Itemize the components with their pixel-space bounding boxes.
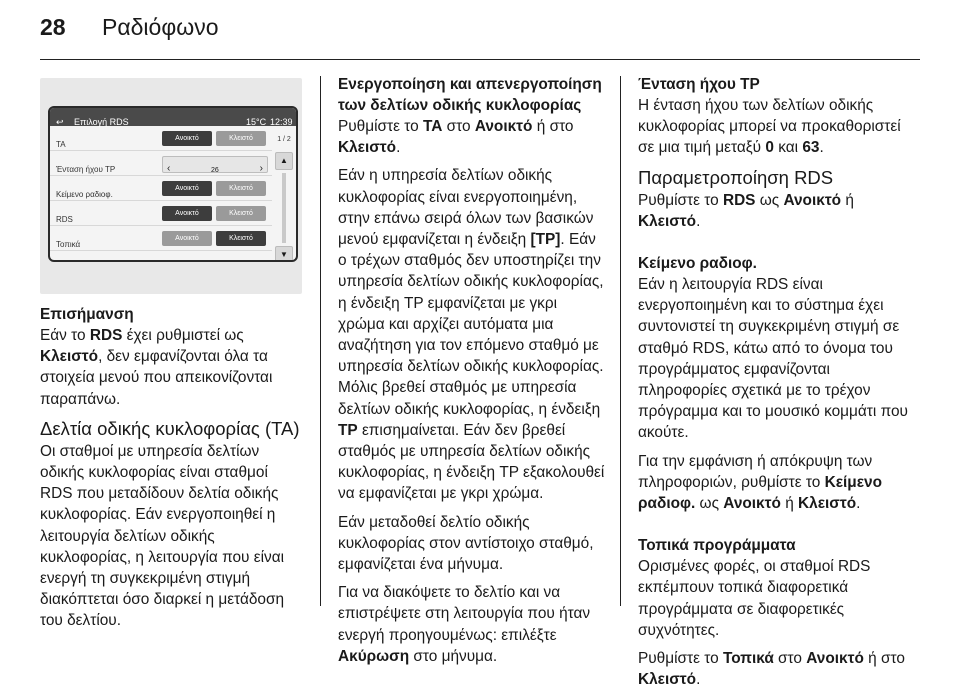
row-tp-volume [50,151,272,176]
text: 63 [802,139,820,157]
text: στο μήνυμα. [409,647,498,665]
rds-screen-illustration [40,78,302,294]
text: Εάν η υπηρεσία δελτίων οδικής κυκλοφορίας είναι ενεργοποιημένη, στην επάνω σειρά όλων των βασικών μενού εμφανίζεται η ένδειξη [338,167,594,249]
radio-text-p1: Εάν η λειτουργία RDS είναι ενεργοποιημένη και το σύστημα έχει συντονιστεί τη συγκεκριμένη στιγμή σε σταθμό RDS, κάτω από το όνομα του προγράμματος εμφανίζονται πληροφορίες σχετικά με το τρέχον πρόγραμμα και το μουσικό κομμάτι που ακούτε. [638,276,908,442]
text: 0 [765,139,774,157]
text: Κείμενο ραδιοφ. [638,473,882,513]
ta-on-button[interactable]: Ανοικτό [162,131,212,146]
column-2 [338,74,606,674]
text: Ανοικτό [723,495,781,513]
tp-volume-value: 26 [211,167,219,174]
screen-titlebar [50,108,296,126]
radio-text-on-button[interactable]: Ανοικτό [162,181,212,196]
text: . [856,495,861,513]
text: Ρυθμίστε το [638,650,723,668]
text: Η ένταση ήχου των δελτίων οδικής κυκλοφορίας μπορεί να προκαθοριστεί σε μια τιμή μεταξύ [638,97,901,157]
text: RDS [722,191,756,209]
note-text [40,325,302,410]
text: . [696,212,701,230]
text: στο [773,650,807,668]
scroll-track[interactable] [282,173,286,243]
text: έχει ρυθμιστεί ως [122,327,244,344]
chapter-title: Ραδιόφωνο [101,14,219,40]
chevron-right-icon[interactable]: › [259,163,263,174]
column-divider-1 [320,76,321,606]
text: . Εάν ο τρέχων σταθμός δεν υποστηρίζει την υπηρεσία δελτίων οδικής κυκλοφορίας, η ένδειξη TP εμφανίζεται με γκρι χρώμα και αρχίζει αυτόματα μια αναζήτηση για τον επόμενο σταθμό με υπηρεσία δελτίων οδικής κυκλοφορίας. Μόλις βρεθεί σταθμός με υπηρεσία δελτίων οδικής κυκλοφορίας, η ένδειξη [338,231,604,418]
scroll-up-icon[interactable]: ▲ [275,152,293,170]
tp-volume-heading: Ένταση ήχου TP [638,76,760,93]
column-divider-2 [620,76,621,606]
text: Για την εμφάνιση ή απόκρυψη των πληροφοριών, ρυθμίστε το [638,452,873,491]
rds-on-button[interactable]: Ανοικτό [162,206,212,221]
ta-heading: Δελτία οδικής κυκλοφορίας (TA) [40,417,300,439]
regional-on-button[interactable]: Ανοικτό [162,231,212,246]
radio-text-p2 [638,451,920,515]
row-rds [50,201,272,226]
tp-volume-stepper[interactable] [162,156,268,173]
text: Τοπικά [722,650,774,668]
row-label: Τοπικά [56,240,81,249]
text: TP [338,421,358,439]
message-text: Εάν μεταδοθεί δελτίο οδικής κυκλοφορίας στον αντίστοιχο σταθμό, εμφανίζεται ένα μήνυμα. [338,513,594,574]
tp-indicator-text [338,165,606,504]
page-number: 28 [40,14,66,40]
display-screen [48,106,298,262]
text: TA [422,118,443,135]
text: ή [841,191,854,209]
text: Κλειστό [798,495,857,513]
rds-config-heading: Παραμετροποίηση RDS [638,166,834,188]
text: επισημαίνεται. Εάν δεν βρεθεί σταθμός με υπηρεσία δελτίων οδικής κυκλοφορίας, η ένδειξη TP εξακολουθεί να εμφανίζεται με γκρι χρώμα. [338,421,605,503]
chevron-left-icon[interactable]: ‹ [167,163,171,174]
row-label: Ένταση ήχου TP [56,165,116,174]
rds-off-button[interactable]: Κλειστό [216,206,266,221]
column-1 [40,78,302,639]
page-header [40,14,219,41]
text: και [773,139,803,157]
text: Εάν το [40,327,90,344]
text: Ακύρωση [338,647,410,665]
row-radio-text [50,176,272,201]
text: . [396,139,401,157]
text: [TP] [530,231,561,249]
row-label: Κείμενο ραδιοφ. [56,190,113,199]
text: Κλειστό [40,348,99,366]
regional-off-button[interactable]: Κλειστό [216,231,266,246]
regional-heading: Τοπικά προγράμματα [638,537,796,555]
note-heading: Επισήμανση [40,306,134,323]
ta-toggle-heading: Ενεργοποίηση και απενεργοποίηση των δελτίων οδικής κυκλοφορίας [338,76,602,114]
page-indicator: 1 / 2 [277,136,291,143]
text: στο [442,118,475,135]
text: , δεν εμφανίζονται όλα τα στοιχεία μενού που απεικονίζονται παραπάνω. [40,348,273,408]
cancel-text [338,582,606,667]
text: Κλειστό [338,139,397,157]
row-ta [50,126,272,151]
text: Ανοικτό [806,650,864,668]
row-label: TA [56,140,66,149]
text: ή στο [532,118,574,135]
regional-p2 [638,648,920,690]
screen-title: Επιλογή RDS [74,117,129,127]
column-3 [638,74,920,697]
text: ή στο [863,650,905,668]
text: Κλειστό [638,212,697,230]
header-rule [40,59,920,60]
radio-text-off-button[interactable]: Κλειστό [216,181,266,196]
settings-list [50,126,272,251]
text: . [819,139,824,157]
radio-text-heading: Κείμενο ραδιοφ. [638,255,757,273]
back-arrow-icon: ↩ [56,117,64,127]
row-regional [50,226,272,251]
temperature: 15°C [246,117,267,127]
text: ή [780,495,799,513]
rds-config-text [638,190,920,232]
clock: 12:39 [270,117,293,127]
ta-off-button[interactable]: Κλειστό [216,131,266,146]
text: Ρυθμίστε το [638,191,723,209]
text: Ρυθμίστε το [338,118,423,135]
text: ως [755,191,784,209]
scrollbar[interactable] [272,126,296,260]
text: RDS [89,327,123,344]
text: Ανοικτό [783,191,842,209]
text: Για να διακόψετε το δελτίο και να επιστρέψετε στη λειτουργία που ήταν ενεργή προηγουμένως: επιλέξτε [338,584,591,644]
scroll-down-icon[interactable]: ▼ [275,246,293,262]
tp-volume-text [638,95,920,159]
ta-text: Οι σταθμοί με υπηρεσία δελτίων οδικής κυκλοφορίας είναι σταθμοί RDS που μεταδίδουν δελτία οδικής κυκλοφορίας. Εάν ενεργοποιηθεί η λειτουργία δελτίων οδικής κυκλοφορίας, η λειτουργία που είναι ενεργή τη συγκεκριμένη στιγμή διακόπτεται όσο διαρκεί η μετάδοση του δελτίου. [40,442,285,630]
row-label: RDS [56,215,73,224]
text: ως [695,495,724,513]
text: Κλειστό [638,671,697,689]
text: . [696,671,701,689]
ta-toggle-text [338,116,606,158]
regional-p1: Ορισμένες φορές, οι σταθμοί RDS εκπέμπουν τοπικά διαφορετικά προγράμματα σε διαφορετικές συχνότητες. [638,558,871,639]
text: Ανοικτό [474,118,533,135]
